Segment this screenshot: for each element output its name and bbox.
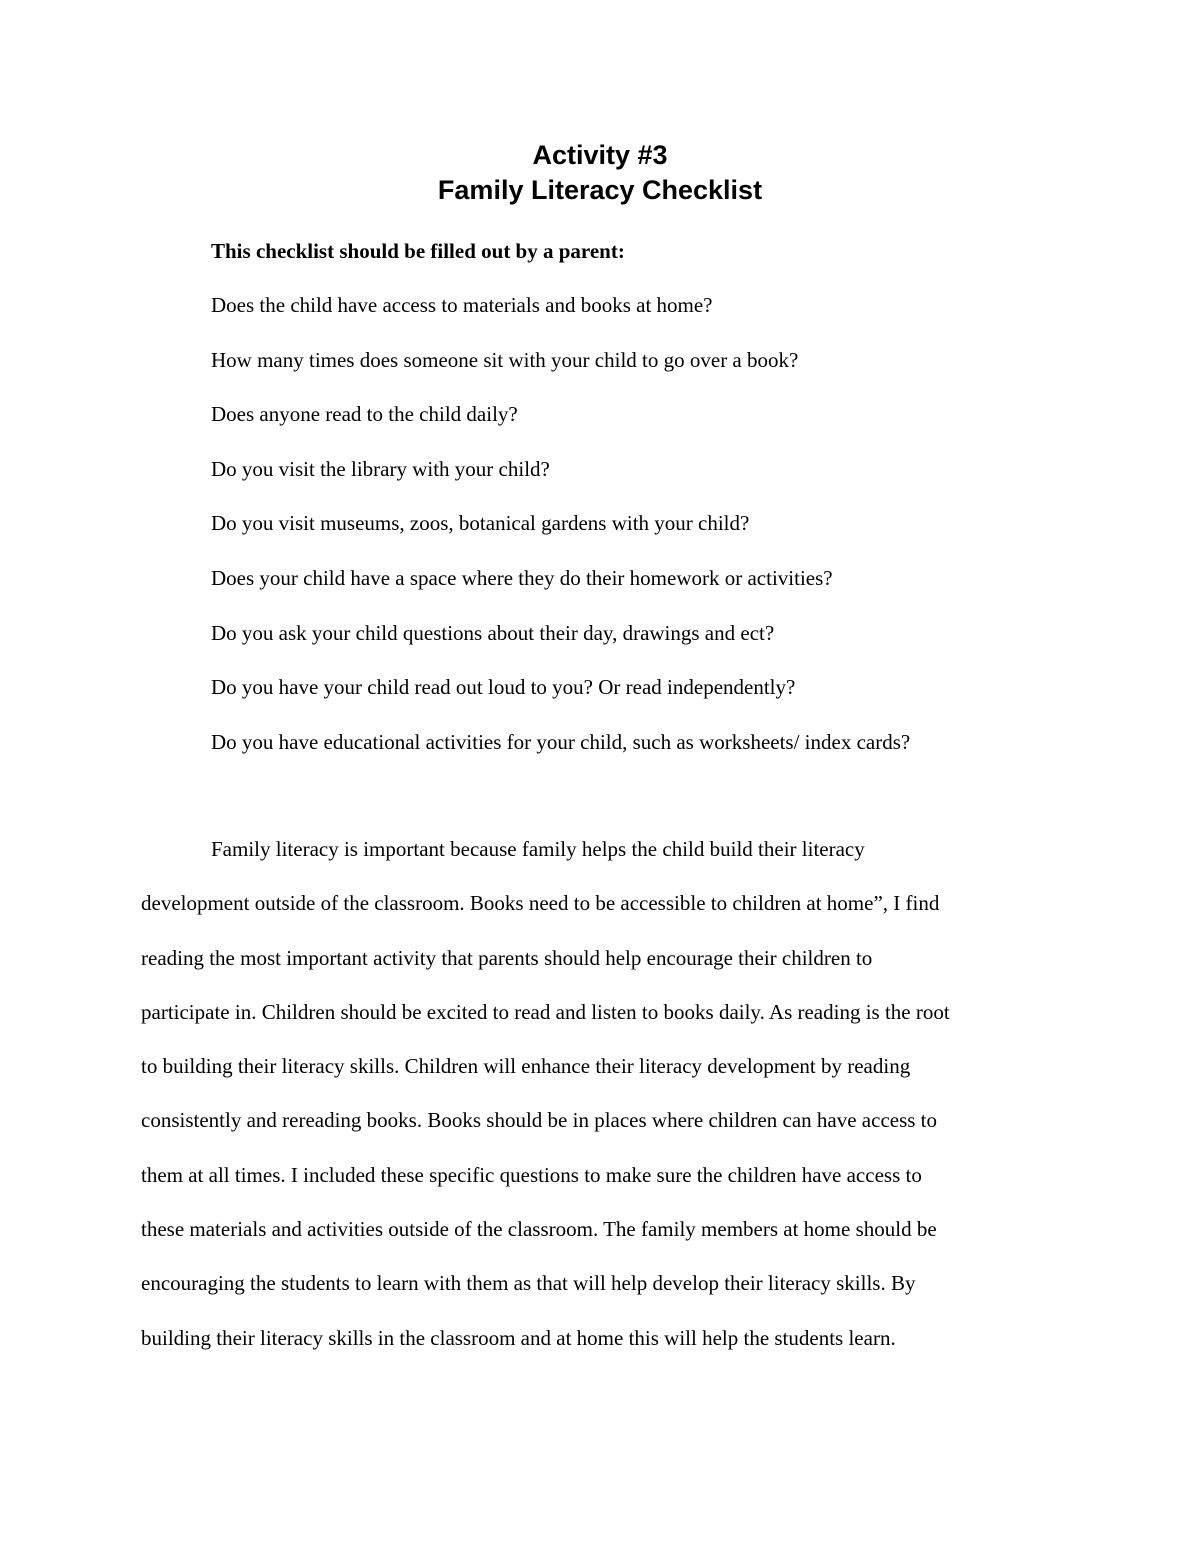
- page-title: Activity #3: [532, 140, 668, 170]
- checklist-question: Do you have your child read out loud to you? Or read independently?: [211, 675, 796, 700]
- checklist-question: Do you visit the library with your child?: [211, 456, 550, 481]
- checklist-heading: This checklist should be filled out by a parent:: [211, 239, 625, 263]
- essay-line: these materials and activities outside of the classroom. The family members at home should be: [141, 1217, 937, 1242]
- essay-line: participate in. Children should be excited to read and listen to books daily. As reading is the root: [141, 999, 950, 1024]
- checklist-question: Do you visit museums, zoos, botanical gardens with your child?: [211, 511, 750, 536]
- checklist-question: Do you have educational activities for your child, such as worksheets/ index cards?: [211, 729, 911, 754]
- title-block: [0, 138, 1200, 208]
- essay-line: building their literacy skills in the classroom and at home this will help the students learn.: [141, 1325, 896, 1350]
- checklist-question: Does your child have a space where they do their homework or activities?: [211, 565, 833, 590]
- checklist: [211, 236, 1111, 781]
- essay-line: Family literacy is important because family helps the child build their literacy: [211, 837, 865, 861]
- page-subtitle: Family Literacy Checklist: [437, 175, 763, 205]
- checklist-question: Do you ask your child questions about their day, drawings and ect?: [211, 620, 775, 645]
- essay-line: consistently and rereading books. Books should be in places where children can have access to: [141, 1108, 938, 1133]
- essay-line: encouraging the students to learn with them as that will help develop their literacy skills. By: [141, 1271, 916, 1296]
- essay-paragraph: [141, 834, 1061, 1377]
- checklist-question: Does the child have access to materials and books at home?: [211, 293, 713, 317]
- checklist-question: How many times does someone sit with your child to go over a book?: [211, 347, 799, 372]
- essay-line: them at all times. I included these specific questions to make sure the children have access to: [141, 1162, 922, 1187]
- essay-line: reading the most important activity that parents should help encourage their children to: [141, 945, 873, 970]
- essay-line: to building their literacy skills. Children will enhance their literacy development by reading: [141, 1054, 911, 1079]
- essay-line: development outside of the classroom. Books need to be accessible to children at home”, I find: [141, 891, 940, 916]
- checklist-question: Does anyone read to the child daily?: [211, 402, 518, 427]
